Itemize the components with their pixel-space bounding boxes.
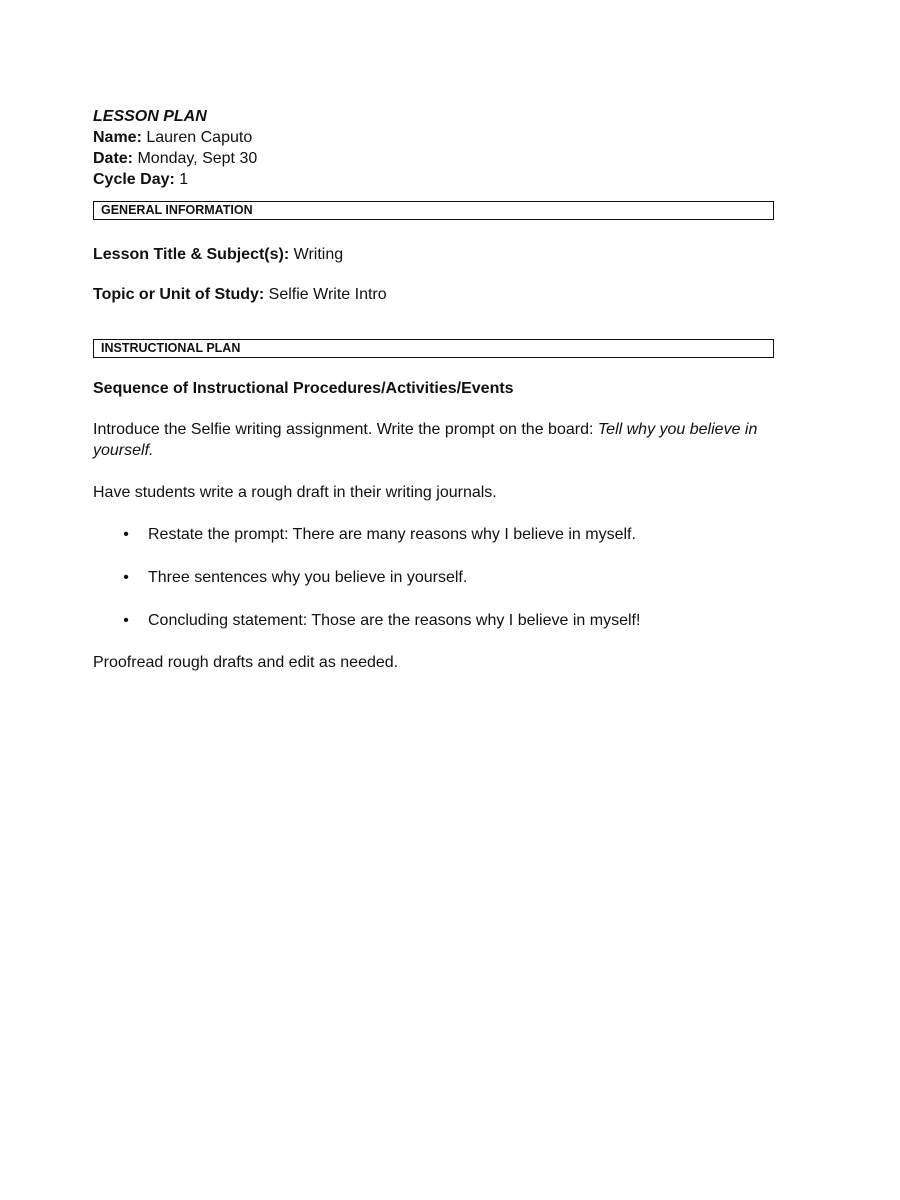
lesson-plan-document [93,106,773,673]
bullet-list [93,524,773,631]
general-information-heading: GENERAL INFORMATION [93,201,774,220]
bullet-text: Three sentences why you believe in yourself. [148,569,468,586]
name-value: Lauren Caputo [141,129,253,146]
lesson-title-value: Writing [289,246,344,263]
bullet-icon: • [123,526,129,543]
date-field [93,148,773,169]
cycle-day-value: 1 [174,171,189,188]
closing-instruction: Proofread rough drafts and edit as needed. [93,654,399,671]
intro-paragraph [93,419,778,461]
lesson-title-label: Lesson Title & Subject(s): [93,246,290,263]
bullet-icon: • [123,569,129,586]
topic-label: Topic or Unit of Study: [93,286,265,303]
instructional-plan-heading: INSTRUCTIONAL PLAN [93,339,774,358]
lesson-plan-header [93,106,773,190]
date-value: Monday, Sept 30 [133,150,258,167]
document-title: LESSON PLAN [93,108,207,125]
bullet-icon: • [123,612,129,629]
writing-prompt: Tell why you believe in yourself. [93,421,758,459]
list-item [93,524,773,545]
sequence-heading: Sequence of Instructional Procedures/Activities/Events [93,380,514,397]
date-label: Date: [93,150,134,167]
topic-value: Selfie Write Intro [264,286,387,303]
list-item [93,610,773,631]
lesson-title-field [93,244,773,265]
name-field [93,127,773,148]
draft-instruction: Have students write a rough draft in their writing journals. [93,484,497,501]
topic-field [93,284,773,305]
bullet-text: Restate the prompt: There are many reasons why I believe in myself. [148,526,636,543]
intro-text: Introduce the Selfie writing assignment. Write the prompt on the board: [93,421,598,438]
list-item [93,567,773,588]
cycle-day-label: Cycle Day: [93,171,175,188]
bullet-text: Concluding statement: Those are the reasons why I believe in myself! [148,612,641,629]
name-label: Name: [93,129,142,146]
cycle-day-field [93,169,773,190]
